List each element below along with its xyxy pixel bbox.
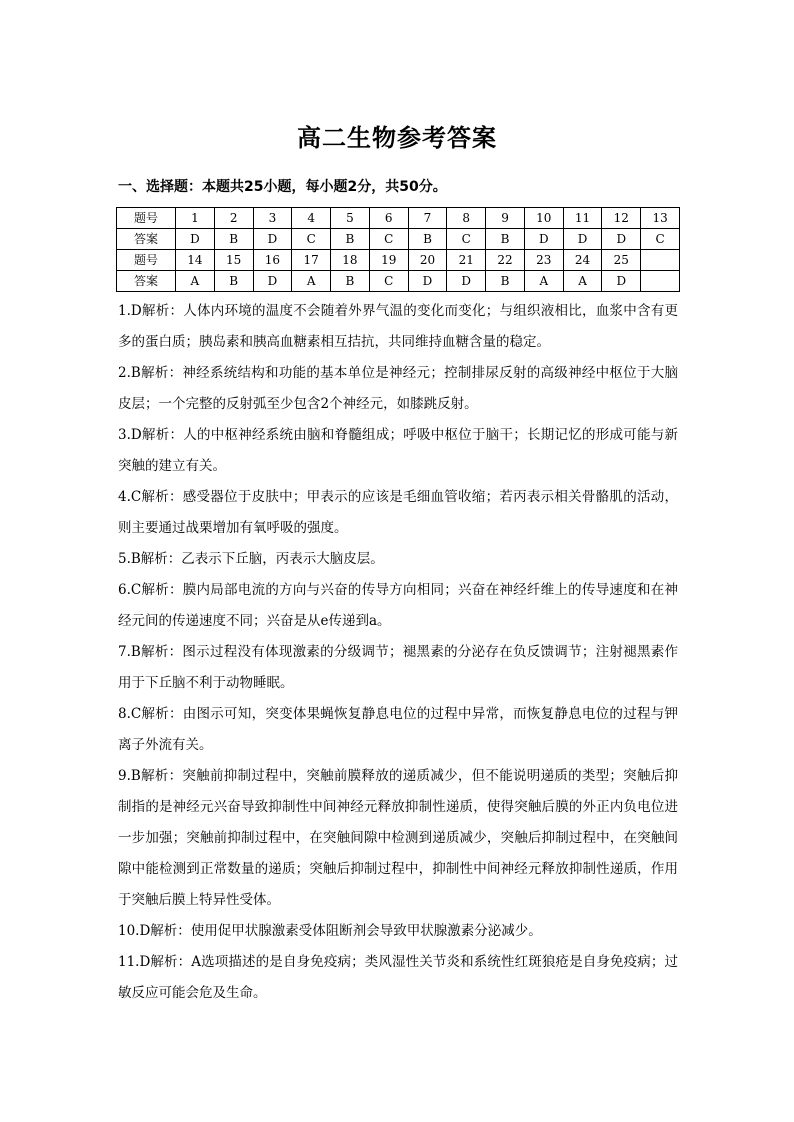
answer-table xyxy=(116,207,680,292)
table-cell: A xyxy=(563,271,602,292)
table-cell: 5 xyxy=(331,208,370,229)
explanation-item: 4.C解析：感受器位于皮肤中；甲表示的应该是毛细血管收缩；若丙表示相关骨骼肌的活动，则主要通过战栗增加有氧呼吸的强度。 xyxy=(118,489,678,536)
table-cell: B xyxy=(331,229,370,250)
table-cell: C xyxy=(369,229,408,250)
explanation-item: 5.B解析：乙表示下丘脑，丙表示大脑皮层。 xyxy=(118,551,384,567)
table-cell: 16 xyxy=(253,250,292,271)
table-cell: 17 xyxy=(292,250,331,271)
explanation-item: 9.B解析：突触前抑制过程中，突触前膜释放的递质减少，但不能说明递质的类型；突触后抑制指的是神经元兴奋导致抑制性中间神经元释放抑制性递质，使得突触后膜的外正内负电位进一步加强；突触前抑制过程中，在突触间隙中检测到递质减少，突触后抑制过程中，在突触间隙中能检测到正常数量的递质；突触后抑制过程中，抑制性中间神经元释放抑制性递质，作用于突触后膜上特异性受体。 xyxy=(118,768,678,908)
table-cell: D xyxy=(176,229,215,250)
table-row xyxy=(117,208,680,229)
table-cell: D xyxy=(253,229,292,250)
table-cell: 23 xyxy=(524,250,563,271)
table-cell: 8 xyxy=(447,208,486,229)
explanation-item: 8.C解析：由图示可知，突变体果蝇恢复静息电位的过程中异常，而恢复静息电位的过程与钾离子外流有关。 xyxy=(118,706,678,753)
table-cell: 19 xyxy=(369,250,408,271)
table-cell: D xyxy=(602,229,641,250)
table-cell: B xyxy=(331,271,370,292)
answer-table-body xyxy=(117,208,680,292)
section-heading: 一、选择题：本题共25小题，每小题2分，共50分。 xyxy=(118,179,447,195)
table-cell: 2 xyxy=(214,208,253,229)
table-cell: 9 xyxy=(486,208,525,229)
row-label: 答案 xyxy=(117,229,176,250)
table-cell: 6 xyxy=(369,208,408,229)
table-cell: B xyxy=(214,271,253,292)
row-label: 题号 xyxy=(117,208,176,229)
page-title: 高二生物参考答案 xyxy=(297,124,497,152)
table-cell: C xyxy=(369,271,408,292)
table-cell: D xyxy=(602,271,641,292)
table-cell: B xyxy=(486,271,525,292)
table-cell: 3 xyxy=(253,208,292,229)
explanation-list xyxy=(118,296,678,1009)
table-cell: C xyxy=(447,229,486,250)
table-cell: 10 xyxy=(524,208,563,229)
table-row xyxy=(117,271,680,292)
explanation-item: 3.D解析：人的中枢神经系统由脑和脊髓组成；呼吸中枢位于脑干；长期记忆的形成可能与新突触的建立有关。 xyxy=(118,427,678,474)
table-cell: 20 xyxy=(408,250,447,271)
table-cell: C xyxy=(641,229,680,250)
table-cell: 25 xyxy=(602,250,641,271)
table-cell: A xyxy=(292,271,331,292)
explanation-item: 7.B解析：图示过程没有体现激素的分级调节；褪黑素的分泌存在负反馈调节；注射褪黑素作用于下丘脑不利于动物睡眠。 xyxy=(118,644,678,691)
explanation-item: 10.D解析：使用促甲状腺激素受体阻断剂会导致甲状腺激素分泌减少。 xyxy=(118,923,542,939)
table-cell: 14 xyxy=(176,250,215,271)
row-label: 题号 xyxy=(117,250,176,271)
explanation-item: 1.D解析：人体内环境的温度不会随着外界气温的变化而变化；与组织液相比，血浆中含有更多的蛋白质；胰岛素和胰高血糖素相互拮抗，共同维持血糖含量的稳定。 xyxy=(118,303,678,350)
table-cell: B xyxy=(486,229,525,250)
table-cell: D xyxy=(447,271,486,292)
table-cell: D xyxy=(408,271,447,292)
table-cell: A xyxy=(524,271,563,292)
table-cell: B xyxy=(214,229,253,250)
table-cell: B xyxy=(408,229,447,250)
table-cell: 21 xyxy=(447,250,486,271)
table-cell: A xyxy=(176,271,215,292)
table-cell: D xyxy=(524,229,563,250)
table-cell: 15 xyxy=(214,250,253,271)
table-cell: 1 xyxy=(176,208,215,229)
table-cell: D xyxy=(563,229,602,250)
table-cell: 13 xyxy=(641,208,680,229)
table-cell: 11 xyxy=(563,208,602,229)
table-cell xyxy=(641,250,680,271)
row-label: 答案 xyxy=(117,271,176,292)
table-cell: D xyxy=(253,271,292,292)
explanation-item: 2.B解析：神经系统结构和功能的基本单位是神经元；控制排尿反射的高级神经中枢位于大脑皮层；一个完整的反射弧至少包含2个神经元，如膝跳反射。 xyxy=(118,365,678,412)
table-cell: 22 xyxy=(486,250,525,271)
table-cell: 24 xyxy=(563,250,602,271)
table-cell: 18 xyxy=(331,250,370,271)
table-cell: 7 xyxy=(408,208,447,229)
table-cell: 4 xyxy=(292,208,331,229)
table-row xyxy=(117,229,680,250)
table-cell xyxy=(641,271,680,292)
table-row xyxy=(117,250,680,271)
table-cell: 12 xyxy=(602,208,641,229)
explanation-item: 6.C解析：膜内局部电流的方向与兴奋的传导方向相同；兴奋在神经纤维上的传导速度和在神经元间的传递速度不同；兴奋是从e传递到a。 xyxy=(118,582,678,629)
explanation-item: 11.D解析：A选项描述的是自身免疫病；类风湿性关节炎和系统性红斑狼疮是自身免疫病；过敏反应可能会危及生命。 xyxy=(118,954,678,1001)
table-cell: C xyxy=(292,229,331,250)
